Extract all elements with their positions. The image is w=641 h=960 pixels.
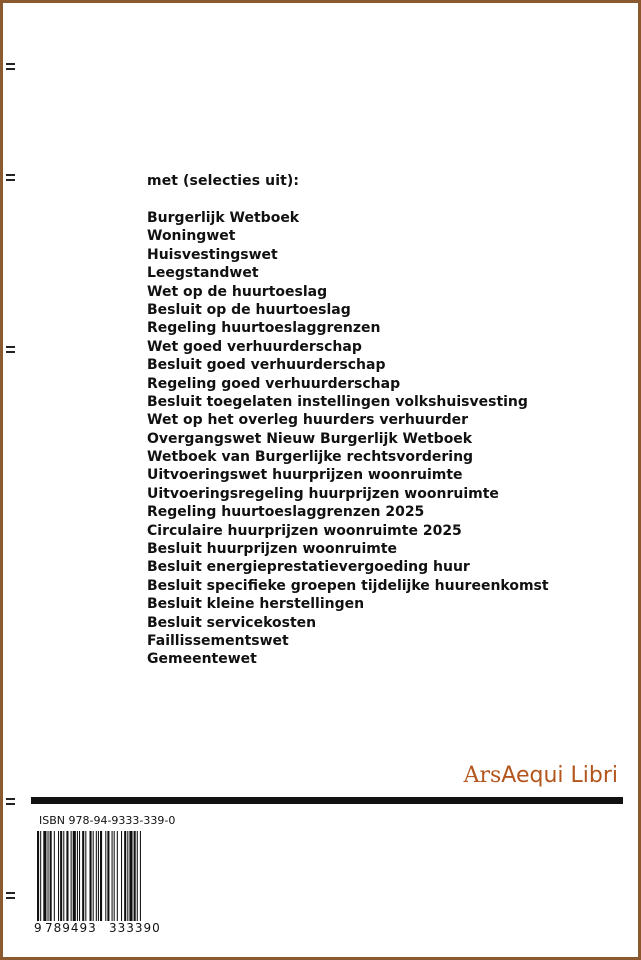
law-item: Leegstandwet: [147, 265, 259, 282]
law-item: Besluit energieprestatievergoeding huur: [147, 559, 470, 576]
barcode-bar: [96, 831, 97, 921]
law-item: Regeling goed verhuurderschap: [147, 375, 401, 392]
law-item: Besluit huurprijzen woonruimte: [147, 541, 398, 558]
barcode-bar: [54, 831, 55, 921]
barcode-bar: [58, 831, 59, 921]
barcode-bar: [140, 831, 141, 935]
law-item: Huisvestingswet: [147, 246, 278, 263]
law-item: Burgerlijk Wetboek: [147, 210, 300, 226]
law-item: Besluit goed verhuurderschap: [147, 357, 386, 374]
divider-bar: [31, 797, 623, 804]
margin-mark: [6, 63, 15, 70]
law-item: Faillissementswet: [147, 632, 289, 649]
barcode-bar: [112, 831, 113, 921]
barcode-bar: [85, 831, 86, 935]
law-item: Uitvoeringswet huurprijzen woonruimte: [147, 467, 463, 484]
isbn-text: ISBN 978-94-9333-339-0: [39, 814, 176, 827]
barcode-bar: [90, 831, 92, 935]
barcode-bar: [48, 831, 49, 921]
margin-mark: [6, 892, 15, 899]
publisher-logo-ars: Ars: [463, 763, 502, 788]
law-item: Regeling huurtoeslaggrenzen: [147, 320, 381, 337]
barcode-left-digits: 789493: [45, 921, 97, 935]
barcode-bar: [107, 831, 109, 921]
barcode-bar: [98, 831, 99, 921]
barcode-bar: [82, 831, 84, 921]
law-item: Besluit toegelaten instellingen volkshuisvesting: [147, 393, 528, 410]
publisher-logo: [464, 763, 618, 788]
law-item: Besluit kleine herstellingen: [147, 596, 365, 613]
barcode-bar: [121, 831, 122, 921]
publisher-logo-aequi-libri: Aequi Libri: [501, 763, 618, 788]
barcode-bar: [63, 831, 64, 921]
barcode-bar: [134, 831, 136, 921]
law-item: Overgangswet Nieuw Burgerlijk Wetboek: [147, 430, 473, 447]
barcode-bar: [71, 831, 72, 921]
barcode-bar: [117, 831, 118, 921]
law-list: [147, 209, 549, 669]
barcode-bar: [40, 831, 41, 935]
barcode-bar: [127, 831, 128, 921]
law-item: Uitvoeringsregeling huurprijzen woonruimte: [147, 485, 499, 502]
law-item: Besluit specifieke groepen tijdelijke huureenkomst: [147, 577, 549, 594]
law-item: Wet op het overleg huurders verhuurder: [147, 412, 469, 429]
law-item: Wet goed verhuurderschap: [147, 338, 362, 355]
barcode-bar: [60, 831, 62, 921]
law-item: Wet op de huurtoeslag: [147, 283, 328, 300]
law-item: Besluit op de huurtoeslag: [147, 301, 351, 318]
barcode-first-digit: 9: [34, 921, 43, 935]
margin-mark: [6, 798, 15, 805]
barcode-bar: [105, 831, 106, 921]
law-item: Besluit servicekosten: [147, 614, 317, 631]
contents-intro: met (selecties uit):: [147, 173, 300, 189]
barcode-bar: [73, 831, 76, 921]
margin-mark: [6, 174, 15, 181]
barcode-right-digits: 333390: [109, 921, 161, 935]
barcode-bar: [114, 831, 115, 921]
barcode-bar: [100, 831, 102, 921]
barcode-bar: [137, 831, 138, 935]
barcode-bar: [37, 831, 39, 935]
law-item: Gemeentewet: [147, 651, 257, 668]
barcode-bar: [79, 831, 80, 921]
margin-mark: [6, 346, 15, 353]
barcode-bar: [50, 831, 52, 921]
law-item: Regeling huurtoeslaggrenzen 2025: [147, 504, 425, 521]
law-item: Woningwet: [147, 228, 236, 245]
barcode-bar: [43, 831, 46, 921]
law-item: Wetboek van Burgerlijke rechtsvordering: [147, 449, 474, 466]
barcode-bar: [66, 831, 68, 921]
barcode-bar: [93, 831, 94, 921]
law-item: Circulaire huurprijzen woonruimte 2025: [147, 522, 462, 539]
barcode-bar: [77, 831, 78, 921]
barcode-bar: [129, 831, 132, 921]
barcode-bar: [124, 831, 126, 921]
